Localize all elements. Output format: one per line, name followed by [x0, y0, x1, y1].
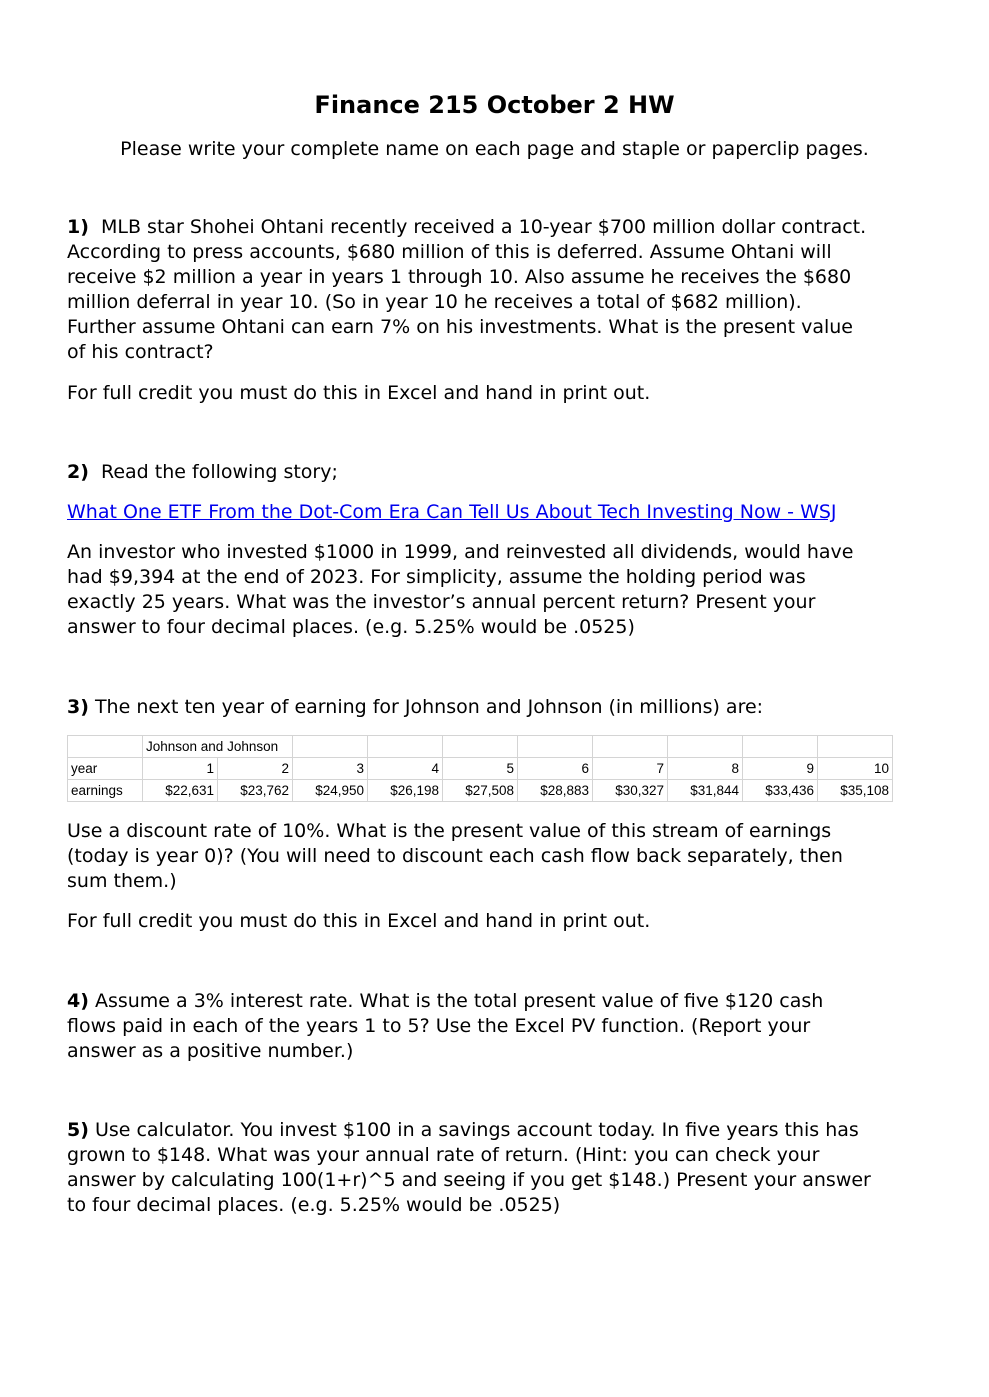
q2-line: had $9,394 at the end of 2023. For simplicity, assume the holding period was [67, 566, 806, 588]
row-label-earnings: earnings [68, 780, 143, 802]
earnings-cell: $27,508 [443, 780, 518, 802]
q5-line: grown to $148. What was your annual rate of return. (Hint: you can check your [67, 1144, 820, 1166]
year-cell: 10 [818, 758, 893, 780]
year-cell: 5 [443, 758, 518, 780]
earnings-cell: $33,436 [743, 780, 818, 802]
row-label-year: year [68, 758, 143, 780]
q5-line: answer by calculating 100(1+r)^5 and seeing if you get $148.) Present your answer [67, 1169, 871, 1191]
q3-line: Use a discount rate of 10%. What is the present value of this stream of earnings [67, 820, 832, 842]
q3-line: sum them.) [67, 870, 177, 892]
year-cell: 3 [293, 758, 368, 780]
earnings-cell: $24,950 [293, 780, 368, 802]
q1-line: receive $2 million a year in years 1 through 10. Also assume he receives the $680 [67, 266, 852, 288]
earnings-cell: $23,762 [218, 780, 293, 802]
table-row-earnings [68, 780, 893, 802]
year-cell: 8 [668, 758, 743, 780]
q2-line: An investor who invested $1000 in 1999, and reinvested all dividends, would have [67, 541, 854, 563]
table-cell [593, 736, 668, 758]
q5-line: to four decimal places. (e.g. 5.25% would be .0525) [67, 1194, 561, 1216]
q1-line: of his contract? [67, 341, 214, 363]
earnings-cell: $28,883 [518, 780, 593, 802]
table-cell [518, 736, 593, 758]
table-row-year [68, 758, 893, 780]
year-cell: 2 [218, 758, 293, 780]
q3-line: (today is year 0)? (You will need to discount each cash flow back separately, then [67, 845, 843, 867]
q5-line: 5) Use calculator. You invest $100 in a savings account today. In five years this has [67, 1119, 859, 1141]
q1-line: According to press accounts, $680 million of this is deferred. Assume Ohtani will [67, 241, 832, 263]
year-cell: 6 [518, 758, 593, 780]
earnings-cell: $26,198 [368, 780, 443, 802]
question-4 [67, 989, 927, 1064]
instructions-subtitle: Please write your complete name on each page and staple or paperclip pages. [120, 138, 869, 160]
table-cell [743, 736, 818, 758]
q1-excel-note: For full credit you must do this in Excel and hand in print out. [67, 382, 651, 404]
q2-number: 2) [67, 461, 89, 483]
q2-line: exactly 25 years. What was the investor’s annual percent return? Present your [67, 591, 816, 613]
question-5 [67, 1118, 927, 1218]
question-2-body [67, 540, 927, 640]
q4-line: 4) Assume a 3% interest rate. What is the total present value of five $120 cash [67, 990, 824, 1012]
wsj-article-link[interactable]: What One ETF From the Dot-Com Era Can Tell Us About Tech Investing Now - WSJ [67, 501, 837, 523]
table-header-row [68, 736, 893, 758]
table-cell [668, 736, 743, 758]
earnings-cell: $31,844 [668, 780, 743, 802]
table-cell [293, 736, 368, 758]
question-1 [67, 215, 927, 365]
earnings-cell: $22,631 [143, 780, 218, 802]
q1-line: million deferral in year 10. (So in year 10 he receives a total of $682 million). [67, 291, 802, 313]
year-cell: 7 [593, 758, 668, 780]
q5-number: 5) [67, 1119, 89, 1141]
table-cell [818, 736, 893, 758]
table-header-cell: Johnson and Johnson [143, 736, 293, 758]
table-cell [68, 736, 143, 758]
table-cell [368, 736, 443, 758]
year-cell: 4 [368, 758, 443, 780]
q4-number: 4) [67, 990, 89, 1012]
earnings-cell: $30,327 [593, 780, 668, 802]
q3-number: 3) [67, 696, 89, 718]
q1-line: 1) MLB star Shohei Ohtani recently received a 10-year $700 million dollar contract. [67, 216, 867, 238]
question-3-body [67, 819, 927, 894]
q1-line: Further assume Ohtani can earn 7% on his investments. What is the present value [67, 316, 853, 338]
earnings-table [67, 735, 893, 802]
question-3-intro: 3) The next ten year of earning for Johnson and Johnson (in millions) are: [67, 696, 764, 718]
q3-excel-note: For full credit you must do this in Excel and hand in print out. [67, 910, 651, 932]
q1-number: 1) [67, 216, 89, 238]
page-title: Finance 215 October 2 HW [314, 91, 675, 119]
earnings-cell: $35,108 [818, 780, 893, 802]
q2-line: answer to four decimal places. (e.g. 5.25% would be .0525) [67, 616, 635, 638]
table-cell [443, 736, 518, 758]
year-cell: 9 [743, 758, 818, 780]
question-2-intro: 2) Read the following story; [67, 461, 338, 483]
q4-line: answer as a positive number.) [67, 1040, 354, 1062]
year-cell: 1 [143, 758, 218, 780]
q4-line: flows paid in each of the years 1 to 5? Use the Excel PV function. (Report your [67, 1015, 811, 1037]
